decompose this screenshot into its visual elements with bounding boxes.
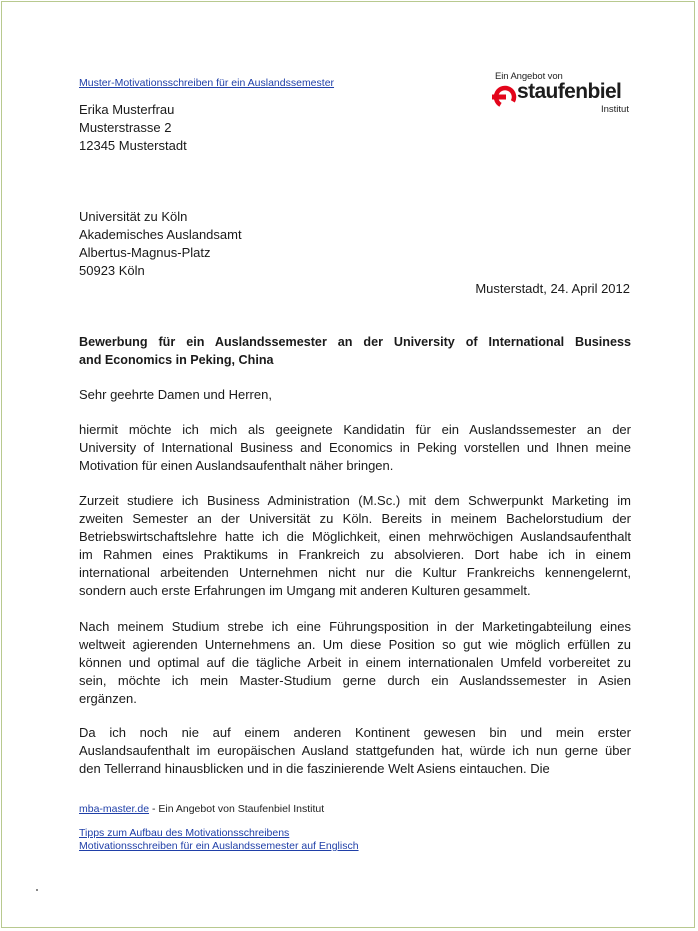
paragraph-line: ergänzen.	[79, 691, 137, 706]
paragraph-1	[79, 421, 631, 475]
paragraph-line: im Rahmen eines Praktikums in Frankreich zu absolvieren. Dort habe ich in einem	[79, 547, 631, 562]
paragraph-line: Betriebswirtschaftslehre hatte ich die Möglichkeit, einen mehrwöchigen Auslandsaufenthalt	[79, 529, 631, 544]
subject-line: Bewerbung für ein Auslandssemester an der University of International Business	[79, 335, 631, 349]
letter-date: Musterstadt, 24. April 2012	[475, 281, 630, 296]
recipient-line: Albertus-Magnus-Platz	[79, 245, 211, 260]
paragraph-line: weltweit agierenden Unternehmens an. Um diese Position so gut wie möglich erfüllen zu	[79, 637, 631, 652]
salutation: Sehr geehrte Damen und Herren,	[79, 387, 272, 402]
footer-links	[79, 827, 359, 853]
paragraph-line: international arbeitenden Unternehmen nicht nur die Kultur Frankreichs kennengelernt,	[79, 565, 631, 580]
sender-line: Musterstrasse 2	[79, 120, 172, 135]
footer-link-tips[interactable]: Tipps zum Aufbau des Motivationsschreibens	[79, 827, 290, 839]
recipient-line: Universität zu Köln	[79, 209, 188, 224]
page-speck	[36, 889, 38, 891]
paragraph-line: sein, möchte ich mein Master-Studium gerne durch ein Auslandssemester in Asien	[79, 673, 631, 688]
logo-tagline: Ein Angebot von	[495, 71, 563, 82]
logo-subtitle: Institut	[601, 104, 629, 115]
staufenbiel-logo	[492, 71, 637, 119]
sender-address	[79, 101, 187, 155]
recipient-line: 50923 Köln	[79, 263, 145, 278]
paragraph-line: hiermit möchte ich mich als geeignete Kandidatin für ein Auslandssemester an der	[79, 422, 631, 437]
footer-link-english[interactable]: Motivationsschreiben für ein Auslandssemester auf Englisch	[79, 840, 359, 852]
recipient-address	[79, 208, 242, 280]
paragraph-line: Motivation für einen Auslandsaufenthalt näher bringen.	[79, 458, 394, 473]
sender-line: 12345 Musterstadt	[79, 138, 187, 153]
paragraph-line: zweiten Semester an der Universität zu Köln. Bereits in meinem Bachelorstudium der	[79, 511, 631, 526]
paragraph-line: können und optimal auf die tägliche Arbeit in einem internationalen Umfeld vorbereitet zu	[79, 655, 631, 670]
paragraph-line: Da ich noch nie auf einem anderen Kontinent gewesen bin und mein erster	[79, 725, 631, 740]
sender-line: Erika Musterfrau	[79, 102, 175, 117]
header-title-link[interactable]: Muster-Motivationsschreiben für ein Auslandssemester	[79, 77, 335, 89]
paragraph-line: Nach meinem Studium strebe ich eine Führungsposition in der Marketingabteilung eines	[79, 619, 631, 634]
paragraph-2	[79, 492, 631, 600]
paragraph-line: Auslandsaufenthalt im europäischen Ausland stattgefunden hat, würde ich nun gerne über	[79, 743, 631, 758]
logo-name: staufenbiel	[517, 80, 622, 103]
paragraph-line: University of International Business and Economics in Peking vorstellen und Ihnen meine	[79, 440, 631, 455]
footer-site-link[interactable]: mba-master.de	[79, 803, 150, 815]
paragraph-line: sondern auch erste Erfahrungen im Umgang mit anderen Kulturen gesammelt.	[79, 583, 531, 598]
paragraph-line: den Tellerrand hinausblicken und in die faszinierende Welt Asiens eintauchen. Die	[79, 761, 550, 776]
footer-credit	[79, 803, 324, 815]
paragraph-3	[79, 618, 631, 708]
footer-site-suffix: - Ein Angebot von Staufenbiel Institut	[149, 803, 325, 815]
subject-line: and Economics in Peking, China	[79, 353, 274, 367]
letter-subject	[79, 333, 631, 369]
paragraph-line: Zurzeit studiere ich Business Administration (M.Sc.) mit dem Schwerpunkt Marketing im	[79, 493, 631, 508]
staufenbiel-swoosh-icon	[492, 84, 518, 110]
paragraph-4	[79, 724, 631, 778]
recipient-line: Akademisches Auslandsamt	[79, 227, 242, 242]
